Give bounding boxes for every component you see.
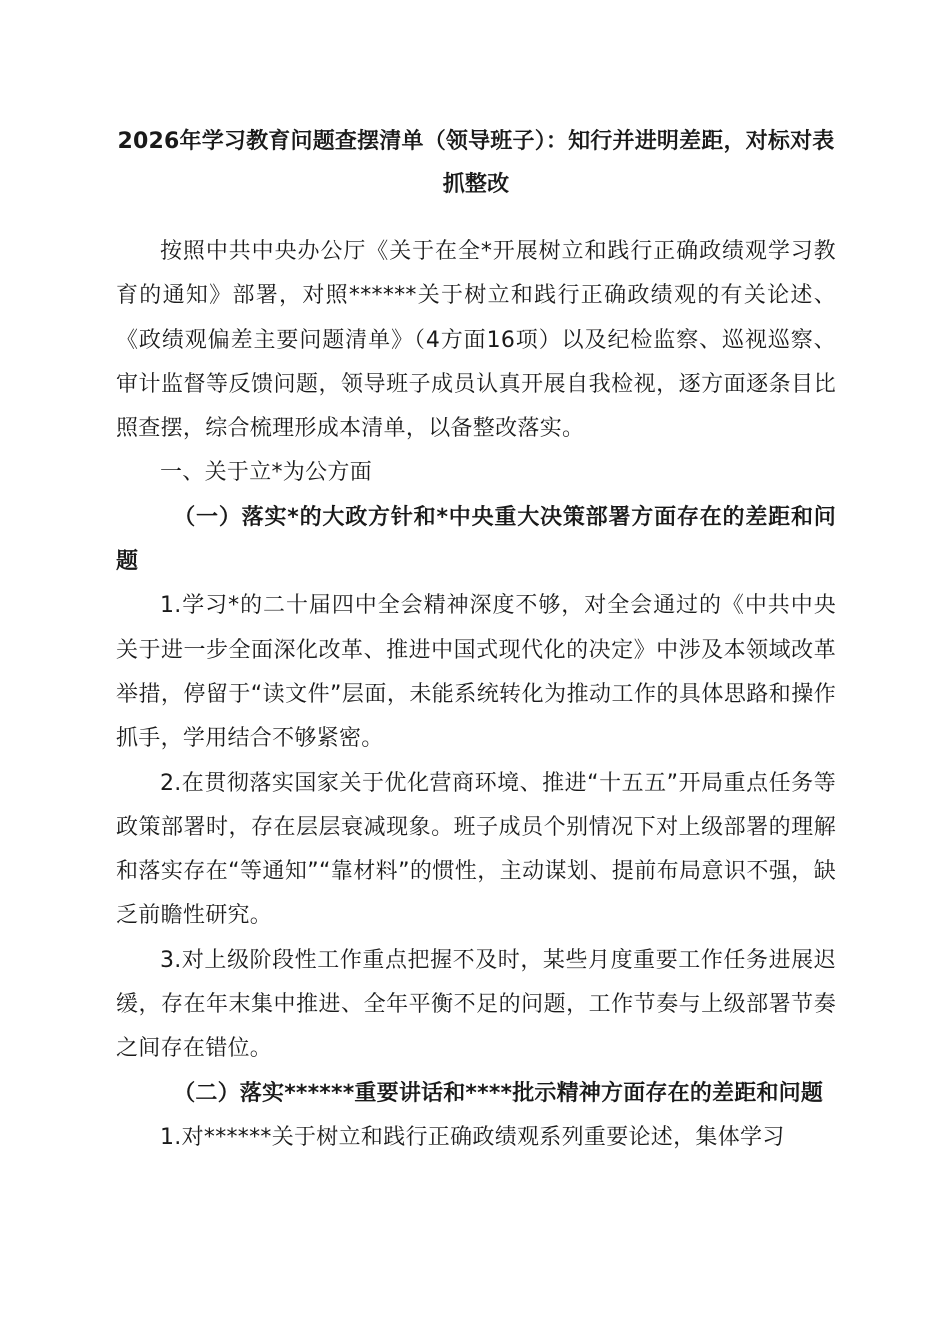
intro-paragraph: 按照中共中央办公厅《关于在全*开展树立和践行正确政绩观学习教育的通知》部署，对照******关于树立和践行正确政绩观的有关论述、《政绩观偏差主要问题清单》（4方面16项）以及纪检监察、巡视巡察、审计监督等反馈问题，领导班子成员认真开展自我检视，逐方面逐条目比照查摆，综合梳理形成本清单，以备整改落实。: [116, 239, 836, 442]
list-item: 1.对******关于树立和践行正确政绩观系列重要论述，集体学习: [160, 1124, 785, 1150]
list-item: 2.在贯彻落实国家关于优化营商环境、推进“十五五”开局重点任务等政策部署时，存在层层衰减现象。班子成员个别情况下对上级部署的理解和落实存在“等通知”“靠材料”的惯性，主动谋划、提前布局意识不强，缺乏前瞻性研究。: [116, 770, 836, 929]
subsection-heading: （一）落实*的大政方针和*中央重大决策部署方面存在的差距和问题: [116, 504, 836, 575]
list-item: 1.学习*的二十届四中全会精神深度不够，对全会通过的《中共中央关于进一步全面深化改革、推进中国式现代化的决定》中涉及本领域改革举措，停留于“读文件”层面，未能系统转化为推动工作的具体思路和操作抓手，学用结合不够紧密。: [116, 593, 836, 752]
document-body: [116, 230, 836, 1160]
document-title: 2026年学习教育问题查摆清单（领导班子）：知行并进明差距，对标对表抓整改: [117, 129, 835, 197]
list-item: 3.对上级阶段性工作重点把握不及时，某些月度重要工作任务进展迟缓，存在年末集中推进、全年平衡不足的问题，工作节奏与上级部署节奏之间存在错位。: [116, 947, 836, 1062]
subsection-heading: （二）落实******重要讲话和****批示精神方面存在的差距和问题: [173, 1080, 824, 1106]
section-heading: 一、关于立*为公方面: [160, 460, 373, 486]
